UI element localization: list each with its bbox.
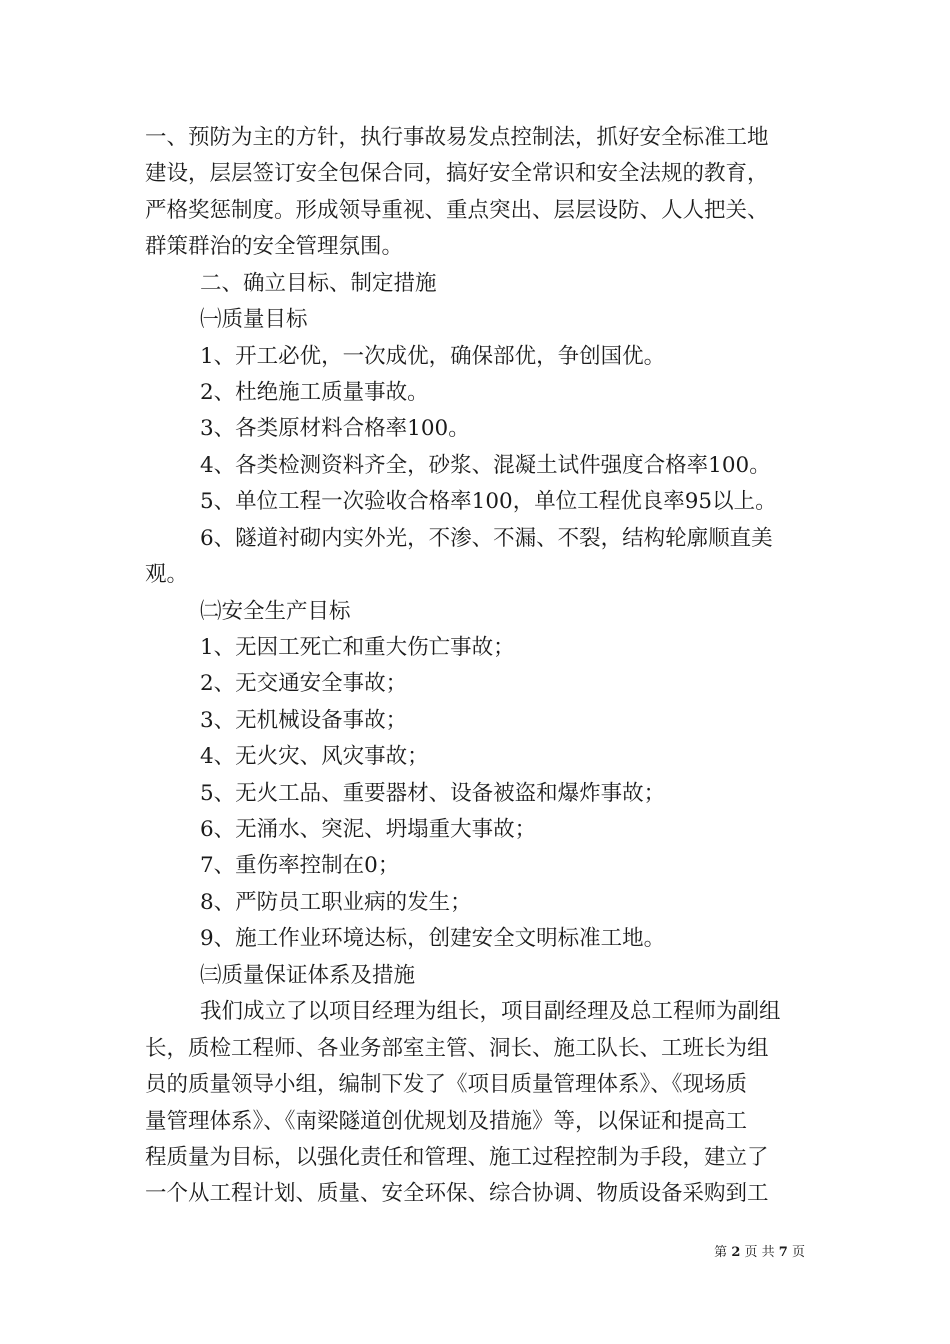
safety-goal-item-6: 6、无涌水、突泥、坍塌重大事故； [200,817,537,842]
safety-goals-heading: ㈡安全生产目标 [200,599,351,624]
safety-goal-item-4: 4、无火灾、风灾事故； [200,744,429,769]
paragraph-1-line-1: 一、预防为主的方针，执行事故易发点控制法，抓好安全标准工地 [145,125,769,150]
footer-suffix: 页 [791,1245,805,1260]
quality-system-line-4: 量管理体系》、《南梁隧道创优规划及措施》等，以保证和提高工 [145,1109,748,1134]
total-pages-number: 7 [778,1245,788,1260]
safety-goal-item-5: 5、无火工品、重要器材、设备被盗和爆炸事故； [200,781,666,806]
quality-system-line-1: 我们成立了以项目经理为组长，项目副经理及总工程师为副组 [200,999,781,1024]
quality-goal-item-3: 3、各类原材料合格率100。 [200,416,470,441]
safety-goal-item-7: 7、重伤率控制在0； [200,853,400,878]
quality-goal-item-4: 4、各类检测资料齐全，砂浆、混凝土试件强度合格率100。 [200,453,771,478]
safety-goal-item-3: 3、无机械设备事故； [200,708,408,733]
paragraph-1-line-3: 严格奖惩制度。形成领导重视、重点突出、层层设防、人人把关、 [145,198,769,223]
quality-goal-item-6-line-1: 6、隧道衬砌内实外光，不渗、不漏、不裂，结构轮廓顺直美 [200,526,773,551]
quality-goal-item-2: 2、杜绝施工质量事故。 [200,380,429,405]
page-number-footer [714,1244,805,1262]
quality-system-line-5: 程质量为目标，以强化责任和管理、施工过程控制为手段，建立了 [145,1145,769,1170]
quality-system-line-6: 一个从工程计划、质量、安全环保、综合协调、物质设备采购到工 [145,1181,769,1206]
footer-middle: 页 共 [744,1245,775,1260]
quality-goal-item-5: 5、单位工程一次验收合格率100，单位工程优良率95以上。 [200,489,777,514]
current-page-number: 2 [731,1245,741,1260]
paragraph-1-line-4: 群策群治的安全管理氛围。 [145,234,404,259]
safety-goal-item-1: 1、无因工死亡和重大伤亡事故； [200,635,515,660]
quality-goals-heading: ㈠质量目标 [200,307,308,332]
footer-prefix: 第 [714,1245,728,1260]
safety-goal-item-2: 2、无交通安全事故； [200,671,408,696]
safety-goal-item-8: 8、严防员工职业病的发生； [200,890,472,915]
quality-goal-item-6-line-2: 观。 [145,562,189,587]
quality-system-line-3: 员的质量领导小组，编制下发了《项目质量管理体系》、《现场质 [145,1072,748,1097]
paragraph-1-line-2: 建设，层层签订安全包保合同，搞好安全常识和安全法规的教育， [145,161,769,186]
section-2-title: 二、确立目标、制定措施 [200,271,437,296]
quality-system-heading: ㈢质量保证体系及措施 [200,963,416,988]
quality-goal-item-1: 1、开工必优，一次成优，确保部优，争创国优。 [200,344,666,369]
quality-system-line-2: 长，质检工程师、各业务部室主管、洞长、施工队长、工班长为组 [145,1036,769,1061]
safety-goal-item-9: 9、施工作业环境达标，创建安全文明标准工地。 [200,926,666,951]
